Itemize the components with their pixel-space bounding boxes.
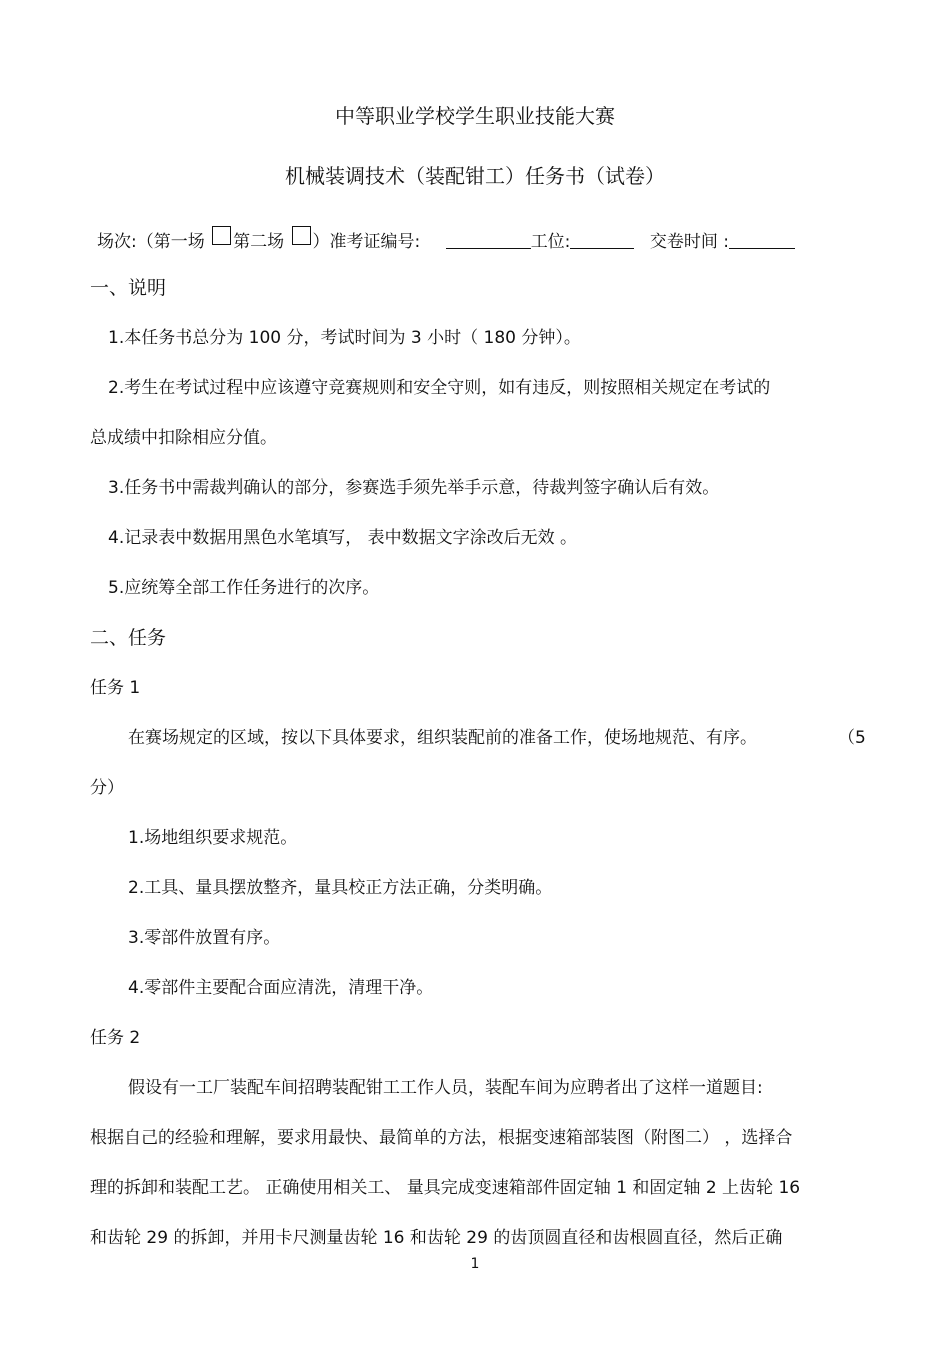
task1-score: （5: [838, 728, 866, 748]
second-session-checkbox[interactable]: [292, 226, 311, 245]
task2-line: 根据自己的经验和理解，要求用最快、最简单的方法，根据变速箱部装图（附图二） ，选择合: [90, 1128, 793, 1148]
task1-item: 2.工具、量具摆放整齐，量具校正方法正确，分类明确。: [128, 878, 553, 898]
exam-number-label: ）准考证编号:: [312, 232, 421, 252]
document-title: 中等职业学校学生职业技能大赛: [335, 104, 615, 128]
station-field[interactable]: [570, 230, 634, 249]
first-session-checkbox[interactable]: [212, 226, 231, 245]
task1-intro: 在赛场规定的区域，按以下具体要求，组织装配前的准备工作，使场地规范、有序。: [128, 728, 757, 748]
task2-line: 理的拆卸和装配工艺。 正确使用相关工、 量具完成变速箱部件固定轴 1 和固定轴 2 上齿轮 16: [90, 1178, 801, 1198]
instruction-item: 1.本任务书总分为 100 分，考试时间为 3 小时（ 180 分钟）。: [108, 328, 581, 348]
task1-label: 任务 1: [90, 678, 141, 698]
document-subtitle: 机械装调技术（装配钳工）任务书（试卷）: [285, 164, 665, 188]
task1-item: 1.场地组织要求规范。: [128, 828, 298, 848]
second-session-label: 第二场: [233, 232, 285, 252]
task1-item: 4.零部件主要配合面应清洗，清理干净。: [128, 978, 434, 998]
task2-line: 和齿轮 29 的拆卸，并用卡尺测量齿轮 16 和齿轮 29 的齿顶圆直径和齿根圆直径，然后正确: [90, 1228, 783, 1248]
instruction-item-cont: 总成绩中扣除相应分值。: [90, 428, 277, 448]
page-number: 1: [470, 1256, 480, 1272]
task2-line: 假设有一工厂装配车间招聘装配钳工工作人员，装配车间为应聘者出了这样一道题目:: [128, 1078, 763, 1098]
instruction-item: 5.应统筹全部工作任务进行的次序。: [108, 578, 380, 598]
session-label: 场次:（第一场: [97, 232, 205, 252]
station-label: 工位:: [530, 232, 571, 252]
submit-time-label: 交卷时间 :: [649, 232, 729, 252]
exam-header-row: [97, 226, 795, 254]
instruction-item: 3.任务书中需裁判确认的部分，参赛选手须先举手示意，待裁判签字确认后有效。: [108, 478, 720, 498]
section1-heading: 一、说明: [90, 277, 167, 299]
exam-number-field[interactable]: [446, 230, 531, 249]
section2-heading: 二、任务: [90, 627, 167, 649]
task1-item: 3.零部件放置有序。: [128, 928, 281, 948]
submit-time-field[interactable]: [729, 230, 795, 249]
instruction-item: 2.考生在考试过程中应该遵守竞赛规则和安全守则，如有违反，则按照相关规定在考试的: [108, 378, 771, 398]
task2-label: 任务 2: [90, 1028, 141, 1048]
instruction-item: 4.记录表中数据用黑色水笔填写， 表中数据文字涂改后无效 。: [108, 528, 578, 548]
task1-score-cont: 分）: [90, 778, 124, 798]
